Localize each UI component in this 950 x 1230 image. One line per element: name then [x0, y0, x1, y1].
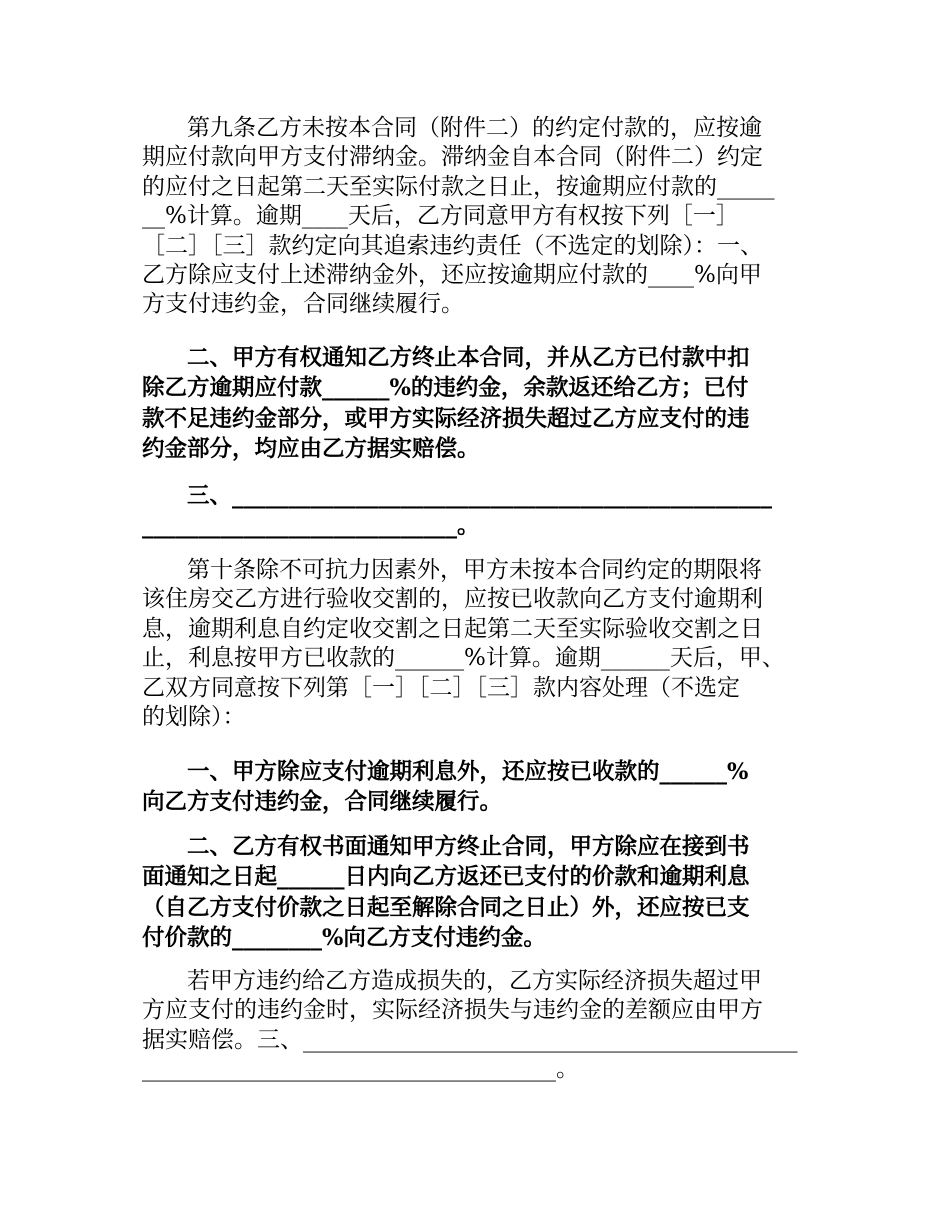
text-line: 据实赔偿。三、___________________________________________ — [142, 1026, 798, 1053]
text-line: 款不足违约金部分，或甲方实际经济损失超过乙方应支付的违 — [142, 405, 750, 432]
text-line: 方支付违约金，合同继续履行。 — [142, 291, 464, 318]
paragraph-article-10 — [142, 556, 812, 732]
text-line: 若甲方违约给乙方造成损失的，乙方实际经济损失超过甲 — [187, 968, 762, 994]
text-line: ____________________________________。 — [142, 1056, 579, 1083]
text-line: 乙双方同意按下列第［一］［二］［三］款内容处理（不选定 — [142, 674, 740, 701]
paragraph-article-10-option-2 — [142, 832, 812, 954]
text-line: ［二］［三］款约定向其追索违约责任（不选定的划除）：一、 — [142, 232, 763, 259]
text-line: __%计算。逾期____天后，乙方同意甲方有权按下列［一］ — [142, 203, 739, 230]
text-line: 该住房交乙方进行验收交割的，应按已收款向乙方支付逾期利 — [142, 586, 763, 613]
text-line: 第九条乙方未按本合同（附件二）的约定付款的，应按逾 — [187, 115, 762, 141]
text-line: 面通知之日起______日内向乙方返还已支付的价款和逾期利息 — [142, 864, 750, 891]
paragraph-article-9-option-2 — [142, 343, 812, 465]
text-line: 向乙方支付违约金，合同继续履行。 — [142, 789, 503, 816]
text-line: 一、甲方除应支付逾期利息外，还应按已收款的______% — [187, 759, 749, 785]
paragraph-article-9 — [142, 114, 812, 320]
text-line: （自乙方支付价款之日起至解除合同之日止）外，还应按已支 — [142, 894, 750, 921]
paragraph-article-10-option-1 — [142, 757, 812, 818]
text-line: 的应付之日起第二天至实际付款之日止，按逾期应付款的_____ — [142, 173, 775, 200]
text-line: 约金部分，均应由乙方据实赔偿。 — [142, 436, 480, 463]
text-line: 二、甲方有权通知乙方终止本合同，并从乙方已付款中扣 — [187, 345, 750, 371]
text-line: 付价款的________%向乙方支付违约金。 — [142, 925, 546, 952]
text-line: 期应付款向甲方支付滞纳金。滞纳金自本合同（附件二）约定 — [142, 144, 763, 171]
text-line: 乙方除应支付上述滞纳金外，还应按逾期应付款的____%向甲 — [142, 261, 762, 288]
text-line: 二、乙方有权书面通知甲方终止合同，甲方除应在接到书 — [187, 834, 750, 860]
text-line: 三、________________________________________________ — [187, 483, 773, 509]
text-line: 息，逾期利息自约定收交割之日起第二天至实际验收交割之日 — [142, 615, 763, 642]
text-line: 的划除）： — [142, 703, 246, 730]
text-line: ____________________________。 — [142, 513, 480, 540]
text-line: 第十条除不可抗力因素外，甲方未按本合同约定的期限将 — [187, 557, 762, 583]
paragraph-article-9-option-3 — [142, 481, 812, 542]
text-line: 除乙方逾期应付款______%的违约金，余款返还给乙方；已付 — [142, 375, 749, 402]
text-line: 止，利息按甲方已收款的______%计算。逾期______天后，甲、 — [142, 645, 785, 672]
text-line: 方应支付的违约金时，实际经济损失与违约金的差额应由甲方 — [142, 997, 763, 1024]
paragraph-article-10-damages — [142, 967, 812, 1085]
